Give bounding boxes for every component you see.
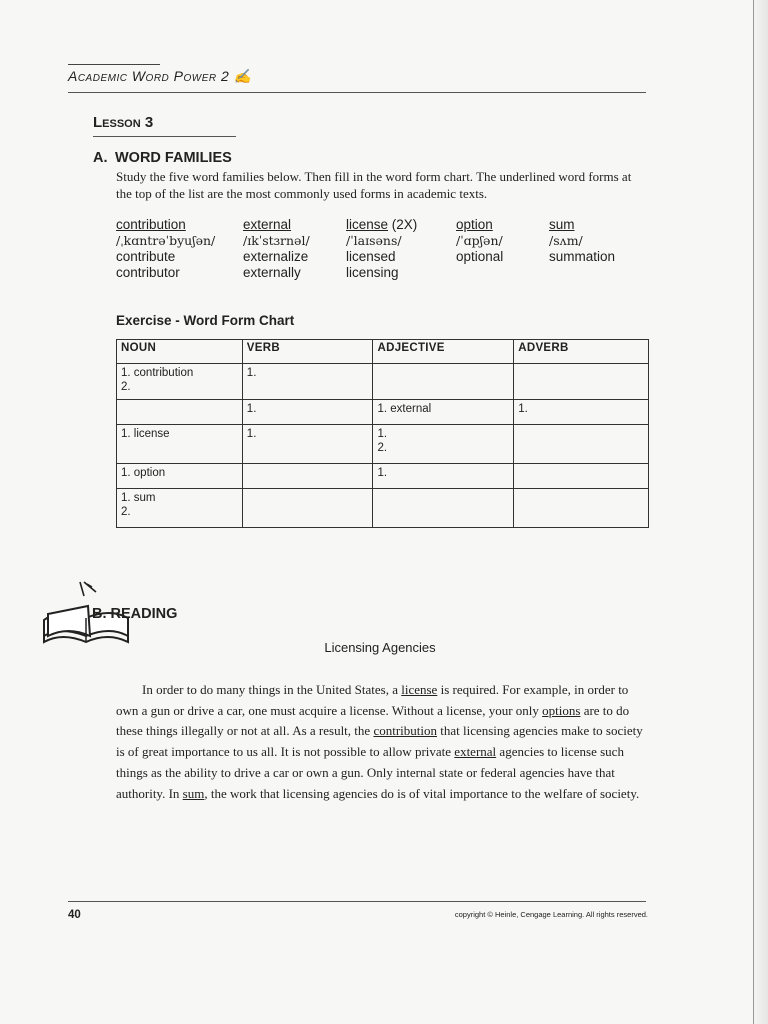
chart-cell: 1. license	[117, 425, 243, 464]
header-word-2: Word	[131, 68, 170, 84]
chart-header-adjective: ADJECTIVE	[373, 340, 514, 364]
footer-rule	[68, 901, 646, 902]
paragraph-text: is required. For example, in order to own a gun or drive a car, one must acquire a license. Without a license, your only	[116, 682, 629, 718]
word-form-chart	[116, 339, 649, 528]
family-form: summation	[549, 249, 616, 264]
chart-cell	[514, 464, 649, 489]
paragraph-text: In order to do many things in the United States, a	[142, 682, 402, 697]
page-number: 40	[68, 909, 81, 921]
family-note: (2X)	[391, 217, 418, 232]
chart-cell	[373, 364, 514, 400]
pencil-icon: ✍	[233, 68, 252, 84]
chart-row	[117, 364, 649, 400]
section-a-letter: A.	[93, 150, 108, 166]
chart-cell	[514, 364, 649, 400]
chart-cell	[514, 489, 649, 528]
section-b-letter: B.	[92, 606, 107, 622]
header-word-1: Academic	[68, 68, 128, 84]
exercise-title: Exercise - Word Form Chart	[116, 313, 295, 328]
chart-cell: 1. sum 2.	[117, 489, 243, 528]
vocab-word: contribution	[373, 723, 437, 739]
page-edge	[753, 0, 768, 1024]
family-form: contributor	[116, 265, 180, 280]
running-header	[68, 68, 252, 85]
vocab-word: license	[401, 682, 438, 697]
section-b-title: READING	[110, 606, 178, 622]
family-head	[456, 217, 503, 233]
copyright-notice: copyright © Heinle, Cengage Learning. All rights reserved.	[454, 910, 648, 919]
family-head-word: contribution	[116, 217, 186, 232]
family-pronunciation: /ˌkɑntrəˈbyuʃən/	[116, 233, 216, 248]
header-rule	[68, 92, 646, 93]
word-family-option	[456, 217, 503, 265]
vocab-word: sum	[182, 785, 205, 801]
reading-paragraph	[116, 680, 644, 804]
family-pronunciation: /ɪkˈstɜrnəl/	[243, 233, 310, 248]
story-title: Licensing Agencies	[324, 640, 436, 655]
family-head-word: license	[346, 217, 389, 232]
paragraph-text: that licensing agencies make to society is of great importance to us all. It is not possible to allow private	[116, 723, 643, 760]
chart-cell	[373, 489, 514, 528]
vocab-word: external	[454, 744, 497, 760]
section-a-heading	[93, 150, 232, 166]
chart-cell	[242, 464, 373, 489]
section-a-title: WORD FAMILIES	[115, 150, 232, 166]
lesson-title: Lesson 3	[93, 114, 154, 131]
word-family-external	[243, 217, 310, 281]
family-form: optional	[456, 249, 504, 264]
family-head-word: option	[456, 217, 493, 232]
chart-cell: 1.	[242, 364, 373, 400]
chart-row	[117, 425, 649, 464]
header-rule-top	[68, 64, 160, 65]
family-pronunciation: /sʌm/	[549, 233, 583, 248]
chart-cell: 1.	[514, 400, 649, 425]
family-head-word: sum	[549, 217, 575, 232]
word-family-contribution	[116, 217, 215, 281]
chart-cell: 1.	[373, 464, 514, 489]
section-b-heading	[92, 606, 177, 622]
chart-cell: 1. external	[373, 400, 514, 425]
chart-cell: 1. 2.	[373, 425, 514, 464]
chart-cell: 1.	[242, 400, 373, 425]
chart-cell	[514, 425, 649, 464]
family-form: contribute	[116, 249, 176, 264]
family-head	[243, 217, 310, 233]
family-head	[116, 217, 215, 233]
chart-row	[117, 464, 649, 489]
lesson-rule	[93, 136, 236, 137]
instructions: Study the five word families below. Then fill in the word form chart. The underlined word forms at the top of the list are the most commonly used forms in academic texts.	[116, 169, 632, 201]
family-head	[346, 217, 417, 233]
word-family-sum	[549, 217, 615, 265]
chart-cell	[117, 400, 243, 425]
header-word-3: Power 2	[173, 68, 230, 84]
family-form: licensing	[346, 265, 399, 280]
chart-cell: 1.	[242, 425, 373, 464]
family-pronunciation: /ˈlaɪsəns/	[346, 233, 402, 248]
chart-cell	[242, 489, 373, 528]
chart-header-noun: NOUN	[117, 340, 243, 364]
family-form: externally	[243, 265, 301, 280]
paragraph-text: are to do these things illegally or not at all. As a result, the	[116, 702, 630, 739]
chart-header-verb: VERB	[242, 340, 373, 364]
family-form: licensed	[346, 249, 396, 264]
word-family-license	[346, 217, 417, 281]
chart-header-adverb: ADVERB	[514, 340, 649, 364]
chart-row	[117, 489, 649, 528]
chart-cell: 1. option	[117, 464, 243, 489]
chart-cell: 1. contribution 2.	[117, 364, 243, 400]
paragraph-text: , the work that licensing agencies do is of vital importance to the welfare of society.	[204, 785, 640, 801]
chart-row	[117, 400, 649, 425]
family-head	[549, 217, 615, 233]
family-form: externalize	[243, 249, 309, 264]
family-head-word: external	[243, 217, 292, 232]
family-pronunciation: /ˈɑpʃən/	[456, 233, 503, 248]
vocab-word: options	[542, 702, 581, 718]
chart-header-row	[117, 340, 649, 364]
paragraph-text: agencies to license such things as the ability to drive a car or own a gun. Only internal state or federal agencies have that authority. In	[116, 744, 624, 801]
